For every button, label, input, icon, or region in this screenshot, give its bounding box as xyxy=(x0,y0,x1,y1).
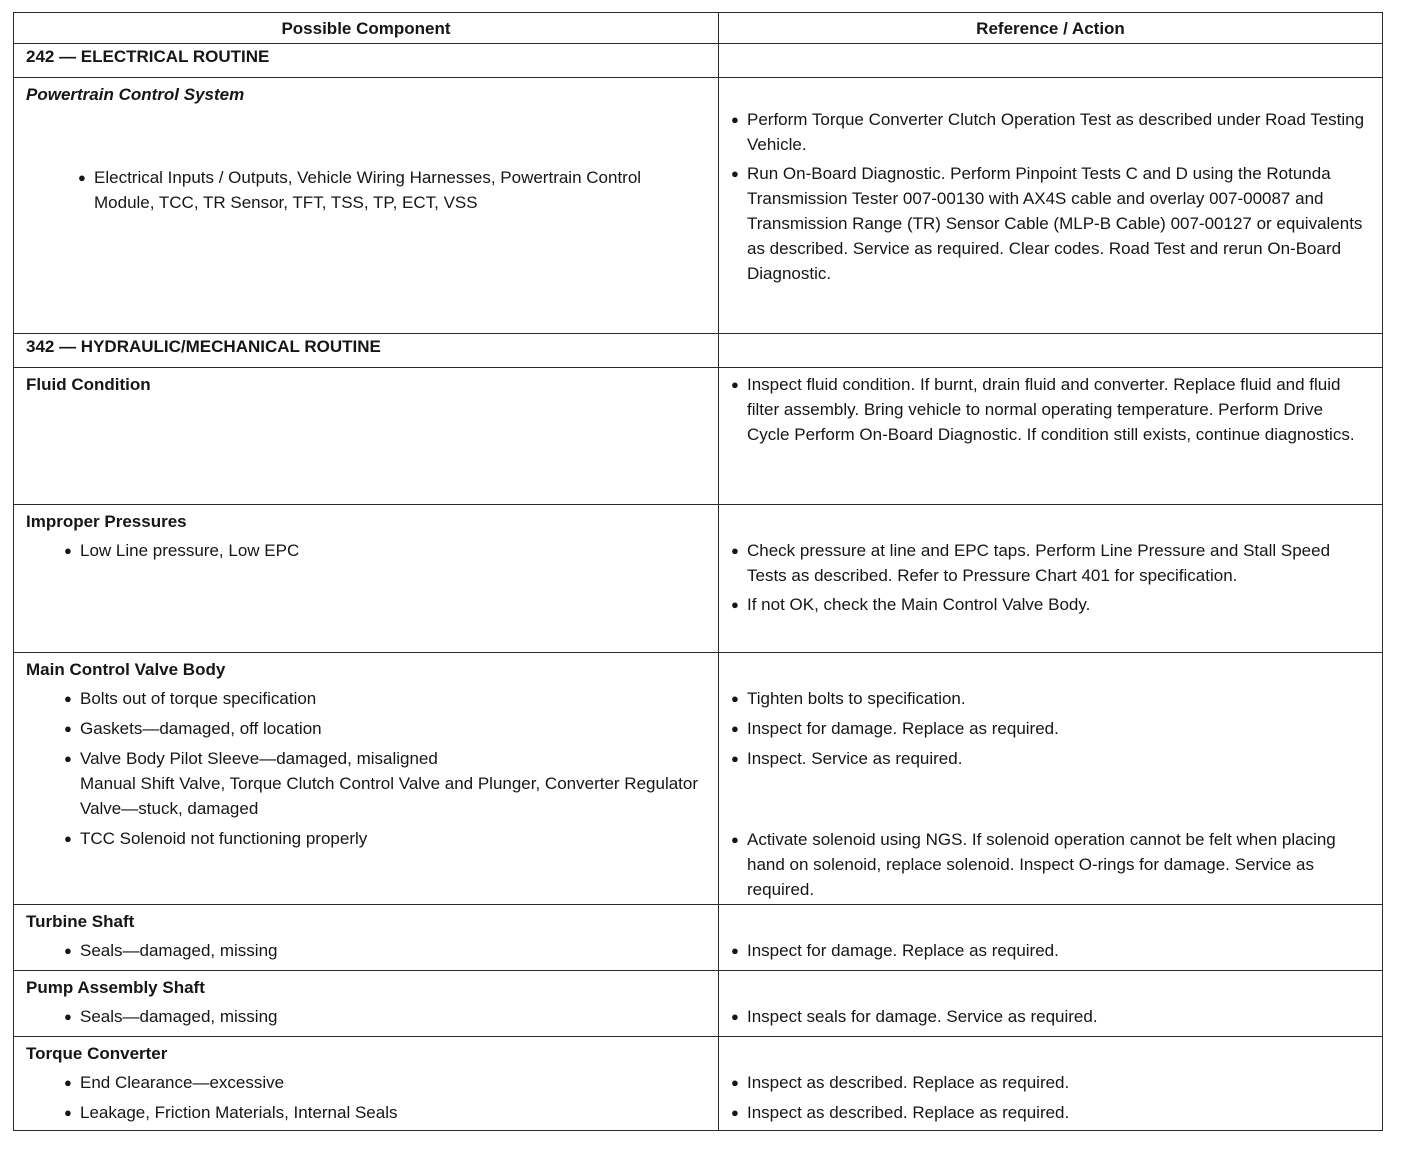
table-row-fluid-condition xyxy=(14,368,1383,505)
action-list xyxy=(731,372,1370,447)
action-list xyxy=(731,107,1370,286)
section-title-pressures: Improper Pressures xyxy=(26,512,187,531)
list-item: ● End Clearance—excessive xyxy=(64,1070,706,1095)
routine-row-hydraulic xyxy=(14,334,1383,368)
routine-row-electrical xyxy=(14,44,1383,78)
list-item: ● Bolts out of torque specification xyxy=(64,686,706,711)
list-item: ● Inspect as described. Replace as required. xyxy=(731,1100,1370,1125)
section-title-turbine: Turbine Shaft xyxy=(26,912,135,931)
action-list xyxy=(731,1004,1370,1029)
component-list xyxy=(26,538,706,563)
header-possible-component: Possible Component xyxy=(14,13,719,44)
section-title-pump: Pump Assembly Shaft xyxy=(26,978,205,997)
list-item: ● Leakage, Friction Materials, Internal Seals xyxy=(64,1100,706,1125)
diagnosis-table-sheet xyxy=(13,12,1382,1131)
table-row-main-control-valve-body xyxy=(14,653,1383,905)
table-row-pump-assembly-shaft xyxy=(14,971,1383,1037)
table-header-row xyxy=(14,13,1383,44)
list-item: ● Seals—damaged, missing xyxy=(64,938,706,963)
table-row-powertrain-control xyxy=(14,78,1383,334)
list-item: ● Inspect seals for damage. Service as required. xyxy=(731,1004,1370,1029)
component-list xyxy=(26,165,706,215)
action-cell xyxy=(719,78,1382,286)
diagnosis-table xyxy=(13,12,1383,1131)
action-list xyxy=(731,1070,1370,1125)
list-item: ● Inspect for damage. Replace as required. xyxy=(731,938,1370,963)
table-row-torque-converter xyxy=(14,1037,1383,1131)
list-item: ● Inspect. Service as required. xyxy=(731,746,1370,771)
section-title-valve-body: Main Control Valve Body xyxy=(26,660,226,679)
list-item: ● Perform Torque Converter Clutch Operation Test as described under Road Testing Vehicle. xyxy=(731,107,1370,157)
component-list xyxy=(26,938,706,963)
list-item: ● Inspect for damage. Replace as required. xyxy=(731,716,1370,741)
action-list xyxy=(731,938,1370,963)
list-item: ● Low Line pressure, Low EPC xyxy=(64,538,706,563)
component-list xyxy=(26,686,706,851)
list-item: ● Activate solenoid using NGS. If solenoid operation cannot be felt when placing hand on solenoid, replace solenoid. Inspect O-rings for damage. Service as required. xyxy=(731,827,1370,902)
routine-title-342: 342 — HYDRAULIC/MECHANICAL ROUTINE xyxy=(26,337,381,356)
table-row-improper-pressures xyxy=(14,505,1383,653)
list-item: ● Seals—damaged, missing xyxy=(64,1004,706,1029)
component-list xyxy=(26,1070,706,1125)
list-item: ● Gaskets—damaged, off location xyxy=(64,716,706,741)
list-item-continued: Manual Shift Valve, Torque Clutch Control Valve and Plunger, Converter Regulator Valve—stuck, damaged xyxy=(80,774,699,818)
component-cell xyxy=(14,78,718,215)
list-item: ● TCC Solenoid not functioning properly xyxy=(64,826,706,851)
section-title-powertrain: Powertrain Control System xyxy=(26,85,245,104)
header-reference-action: Reference / Action xyxy=(719,13,1383,44)
list-item: ● If not OK, check the Main Control Valve Body. xyxy=(731,592,1370,617)
table-row-turbine-shaft xyxy=(14,905,1383,971)
action-list xyxy=(731,686,1370,902)
list-item: ● Check pressure at line and EPC taps. Perform Line Pressure and Stall Speed Tests as described. Refer to Pressure Chart 401 for specification. xyxy=(731,538,1370,588)
routine-title-242: 242 — ELECTRICAL ROUTINE xyxy=(26,47,270,66)
list-item: ● Valve Body Pilot Sleeve—damaged, misaligned xyxy=(64,746,706,771)
list-item: ● Inspect as described. Replace as required. xyxy=(731,1070,1370,1095)
action-list xyxy=(731,538,1370,617)
list-item: ● Tighten bolts to specification. xyxy=(731,686,1370,711)
section-title-fluid: Fluid Condition xyxy=(26,375,151,394)
list-item: ● Electrical Inputs / Outputs, Vehicle Wiring Harnesses, Powertrain Control Module, TCC, TR Sensor, TFT, TSS, TP, ECT, VSS xyxy=(78,165,706,215)
component-list xyxy=(26,1004,706,1029)
list-item: ● Run On-Board Diagnostic. Perform Pinpoint Tests C and D using the Rotunda Transmission Tester 007-00130 with AX4S cable and overlay 007-00087 and Transmission Range (TR) Sensor Cable (MLP-B Cable) 007-00127 or equivalents as described. Service as required. Clear codes. Road Test and rerun On-Board Diagnostic. xyxy=(731,161,1370,286)
section-title-converter: Torque Converter xyxy=(26,1044,168,1063)
list-item: ● Inspect fluid condition. If burnt, drain fluid and converter. Replace fluid and fluid filter assembly. Bring vehicle to normal operating temperature. Perform Drive Cycle Perform On-Board Diagnostic. If condition still exists, continue diagnostics. xyxy=(731,372,1370,447)
